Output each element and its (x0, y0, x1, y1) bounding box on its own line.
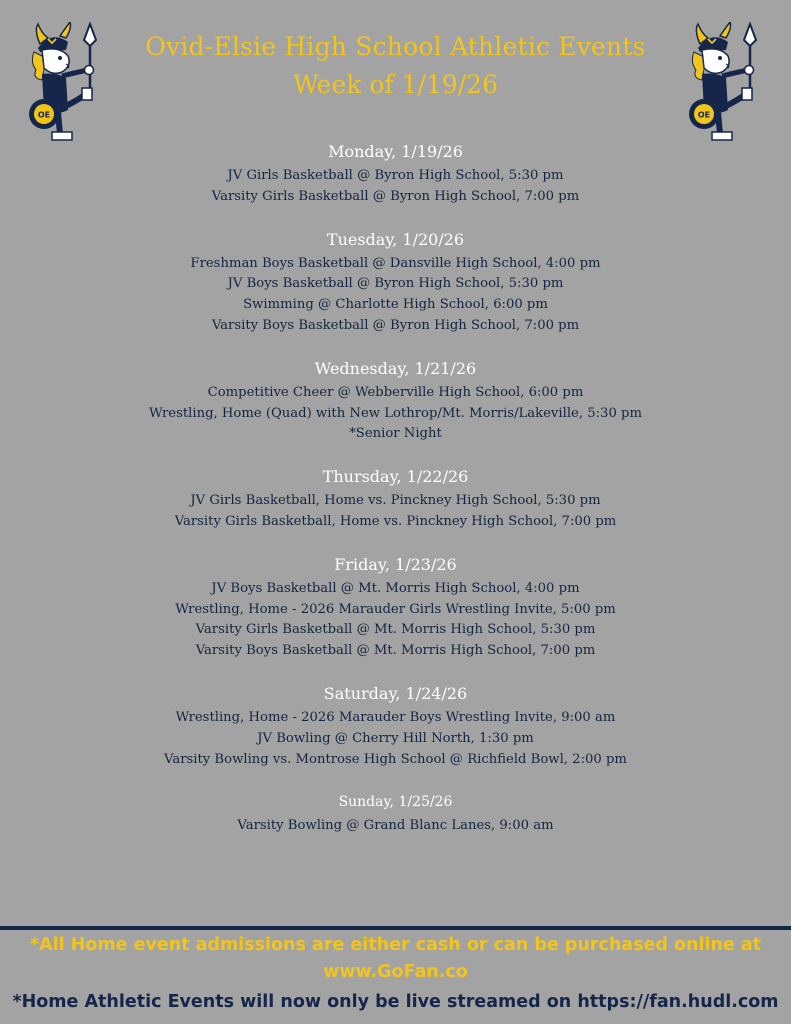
page-subtitle: Week of 1/19/26 (293, 70, 498, 99)
event-item: Wrestling, Home - 2026 Marauder Girls Wrestling Invite, 5:00 pm (175, 601, 616, 617)
footer (0, 932, 791, 1016)
day-monday (0, 141, 791, 208)
page-title: Ovid-Elsie High School Athletic Events (145, 32, 646, 61)
event-item: Varsity Bowling @ Grand Blanc Lanes, 9:00 am (237, 818, 554, 834)
day-heading: Saturday, 1/24/26 (323, 683, 468, 703)
event-item: Varsity Girls Basketball @ Mt. Morris High School, 5:30 pm (195, 622, 596, 638)
event-item: JV Boys Basketball @ Byron High School, 5:30 pm (227, 276, 564, 292)
event-item: Wrestling, Home (Quad) with New Lothrop/Mt. Morris/Lakeville, 5:30 pm (149, 405, 642, 421)
event-item: Wrestling, Home - 2026 Marauder Boys Wrestling Invite, 9:00 am (175, 709, 616, 725)
footer-divider (0, 926, 791, 930)
day-sunday (0, 791, 791, 837)
event-item: Varsity Girls Basketball @ Byron High School, 7:00 pm (211, 188, 580, 204)
event-item: Varsity Girls Basketball, Home vs. Pinckney High School, 7:00 pm (174, 513, 617, 529)
day-heading: Tuesday, 1/20/26 (326, 229, 465, 249)
day-tuesday (0, 229, 791, 337)
event-item: Varsity Bowling vs. Montrose High School @ Richfield Bowl, 2:00 pm (164, 751, 627, 767)
event-note: *Senior Night (349, 426, 442, 442)
day-friday (0, 554, 791, 662)
day-heading: Monday, 1/19/26 (328, 142, 463, 161)
admissions-note-line1: *All Home event admissions are either cash or can be purchased online at (29, 935, 762, 955)
day-thursday (0, 466, 791, 533)
day-heading: Wednesday, 1/21/26 (314, 358, 477, 378)
mascot-shield-letters: OE (697, 110, 711, 120)
event-item: JV Girls Basketball, Home vs. Pinckney High School, 5:30 pm (190, 493, 601, 509)
event-item: Varsity Boys Basketball @ Byron High School, 7:00 pm (211, 317, 580, 333)
event-item: Varsity Boys Basketball @ Mt. Morris High School, 7:00 pm (195, 643, 596, 659)
schedule (0, 141, 791, 858)
event-item: Freshman Boys Basketball @ Dansville High School, 4:00 pm (190, 255, 601, 271)
day-heading: Sunday, 1/25/26 (338, 794, 453, 811)
stream-note: *Home Athletic Events will now only be live streamed on https://fan.hudl.com (12, 992, 779, 1012)
event-item: Swimming @ Charlotte High School, 6:00 pm (243, 297, 548, 313)
gofan-link[interactable]: www.GoFan.co (323, 962, 468, 982)
day-heading: Thursday, 1/22/26 (322, 467, 469, 487)
admissions-note (0, 932, 791, 986)
mascot-shield-letters: OE (37, 110, 51, 120)
event-item: JV Girls Basketball @ Byron High School, 5:30 pm (227, 168, 564, 183)
page-header (0, 28, 791, 104)
event-item: JV Boys Basketball @ Mt. Morris High School, 4:00 pm (211, 580, 580, 596)
day-heading: Friday, 1/23/26 (334, 554, 457, 574)
day-wednesday (0, 358, 791, 445)
event-item: JV Bowling @ Cherry Hill North, 1:30 pm (257, 730, 534, 746)
event-item: Competitive Cheer @ Webberville High School, 6:00 pm (207, 384, 584, 400)
day-saturday (0, 683, 791, 770)
